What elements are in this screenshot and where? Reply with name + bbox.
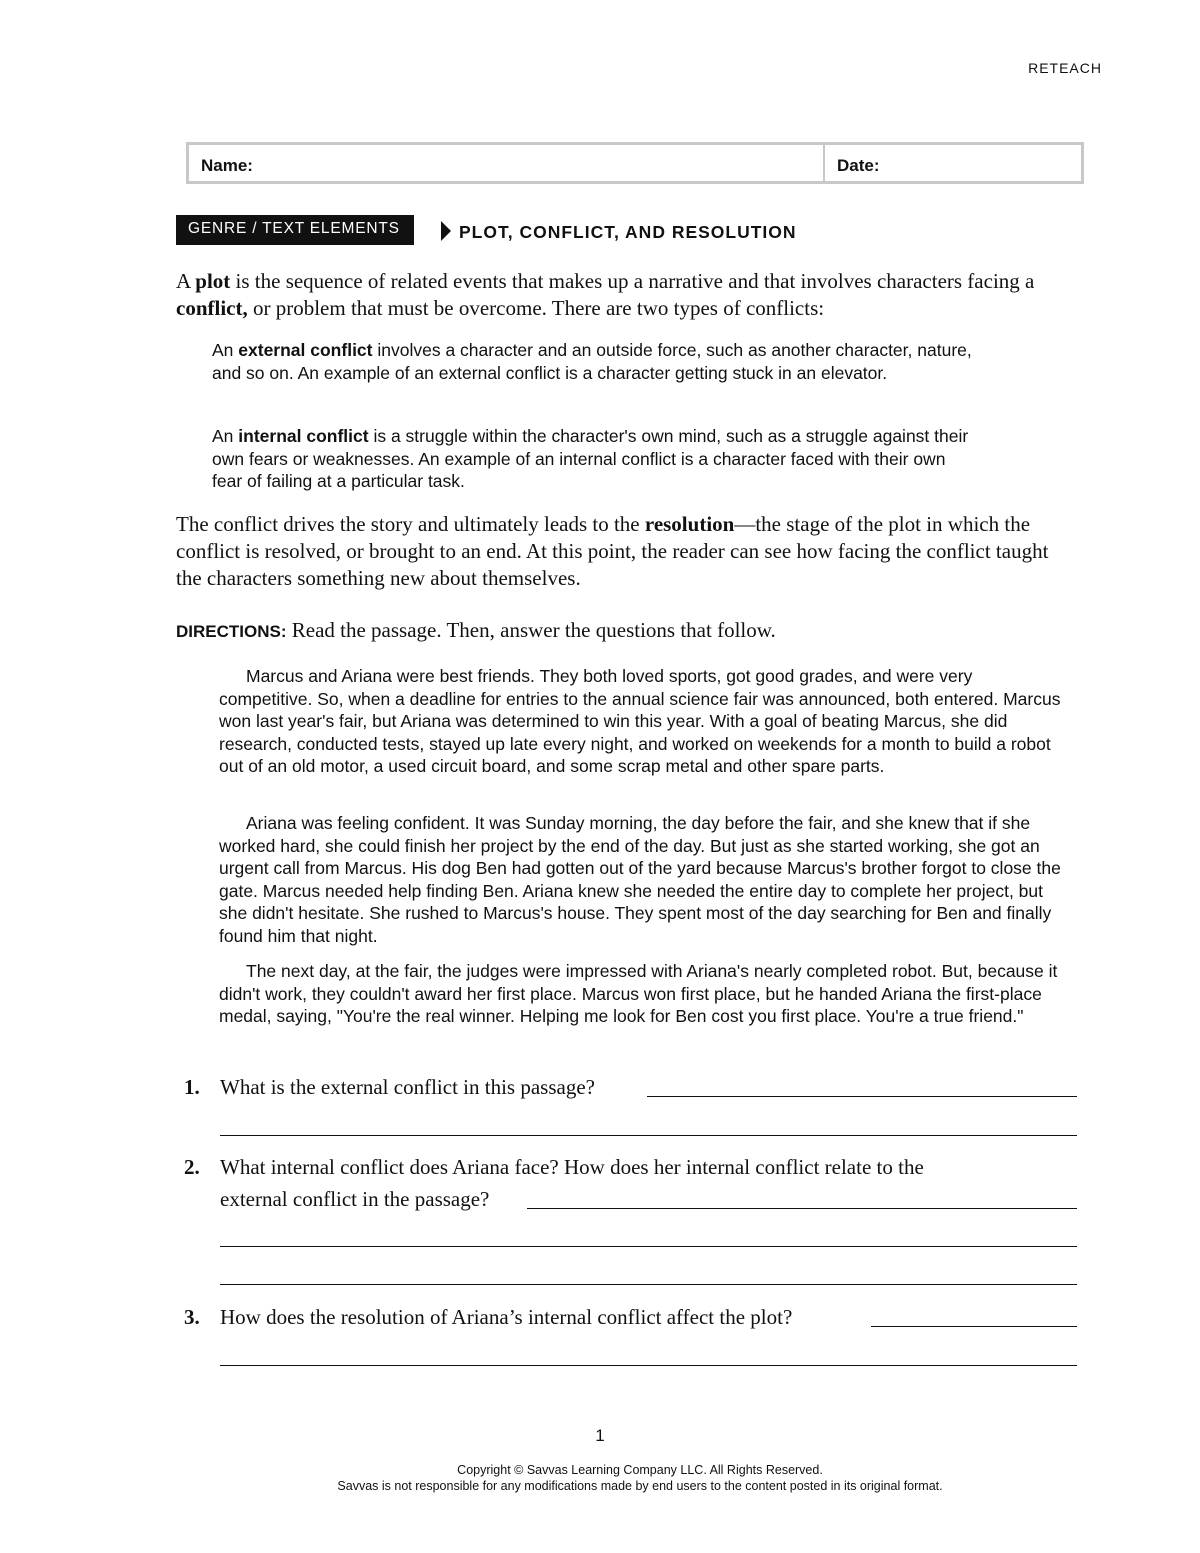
disclaimer: Savvas is not responsible for any modifications made by end users to the content posted in its original format. — [337, 1479, 943, 1493]
directions — [176, 617, 1076, 645]
name-label: Name: — [201, 156, 253, 175]
term-plot: plot — [195, 269, 231, 293]
page-number: 1 — [595, 1426, 605, 1445]
external-conflict-definition: An external conflict involves a character and an outside force, such as another character, nature, and so on. An example of an external conflict is a character getting stuck in an elevator. — [212, 340, 972, 383]
answer-line-3b[interactable] — [220, 1365, 1077, 1366]
question-3-number: 3. — [184, 1305, 200, 1329]
genre-arrow-icon — [441, 221, 451, 241]
directions-text: Read the passage. Then, answer the questions that follow. — [286, 618, 776, 642]
passage-paragraph-2: Ariana was feeling confident. It was Sunday morning, the day before the fair, and she knew that if she worked hard, she could finish her project by the end of the day. But just as she started working, she got an urgent call from Marcus. His dog Ben had gotten out of the yard because Marcus's brother forgot to close the gate. Marcus needed help finding Ben. Ariana knew she needed the entire day to complete her project, but she didn't hesitate. She rushed to Marcus's house. They spent most of the day searching for Ben and finally found him that night. — [219, 813, 1061, 946]
name-date-box — [186, 142, 1084, 184]
reteach-label: RETEACH — [1028, 60, 1102, 76]
internal-conflict-definition: An internal conflict is a struggle within the character's own mind, such as a struggle against their own fears or weaknesses. An example of an internal conflict is a character faced with their own fear of failing at a particular task. — [212, 426, 969, 491]
answer-line-2a[interactable] — [527, 1208, 1077, 1209]
question-2-line-2: external conflict in the passage? — [220, 1187, 490, 1211]
genre-tag: GENRE / TEXT ELEMENTS — [176, 215, 414, 245]
answer-line-1b[interactable] — [220, 1135, 1077, 1136]
directions-label: DIRECTIONS: — [176, 622, 287, 641]
term-resolution: resolution — [644, 512, 735, 536]
passage-paragraph-1: Marcus and Ariana were best friends. They both loved sports, got good grades, and were very competitive. So, when a deadline for entries to the annual science fair was announced, both entered. Marcus won last year's fair, but Ariana was determined to win this year. With a goal of beating Marcus, she did research, conducted tests, stayed up late every night, and worked on weekends for a month to build a robot out of an old motor, a used circuit board, and some scrap metal and other spare parts. — [219, 666, 1061, 776]
answer-line-2b[interactable] — [220, 1246, 1077, 1247]
term-external-conflict: external conflict — [238, 340, 373, 360]
date-label: Date: — [837, 156, 880, 175]
date-field[interactable] — [825, 145, 1081, 181]
term-conflict: conflict, — [176, 296, 248, 320]
answer-line-2c[interactable] — [220, 1284, 1077, 1285]
answer-line-3a[interactable] — [871, 1326, 1077, 1327]
question-2-line-1: What internal conflict does Ariana face? How does her internal conflict relate to the — [220, 1155, 924, 1179]
intro-paragraph: A plot is the sequence of related events that makes up a narrative and that involves characters facing a conflict, or problem that must be overcome. There are two types of conflicts: — [176, 269, 1035, 320]
term-internal-conflict: internal conflict — [238, 426, 369, 446]
answer-line-1a[interactable] — [647, 1096, 1077, 1097]
resolution-paragraph: The conflict drives the story and ultimately leads to the resolution—the stage of the plot in which the conflict is resolved, or brought to an end. At this point, the reader can see how facing the conflict taught the characters something new about themselves. — [176, 512, 1049, 590]
question-2-number: 2. — [184, 1155, 200, 1179]
question-1-number: 1. — [184, 1075, 200, 1099]
question-1-text: What is the external conflict in this passage? — [220, 1075, 595, 1099]
passage-paragraph-3: The next day, at the fair, the judges were impressed with Ariana's nearly completed robot. But, because it didn't work, they couldn't award her first place. Marcus won first place, but he handed Ariana the first-place medal, saying, "You're the real winner. Helping me look for Ben cost you first place. You're a true friend." — [219, 961, 1058, 1026]
name-field[interactable] — [189, 145, 825, 181]
section-title: PLOT, CONFLICT, AND RESOLUTION — [459, 222, 797, 242]
copyright: Copyright © Savvas Learning Company LLC. All Rights Reserved. — [457, 1463, 823, 1477]
question-3-text: How does the resolution of Ariana’s internal conflict affect the plot? — [220, 1305, 793, 1329]
